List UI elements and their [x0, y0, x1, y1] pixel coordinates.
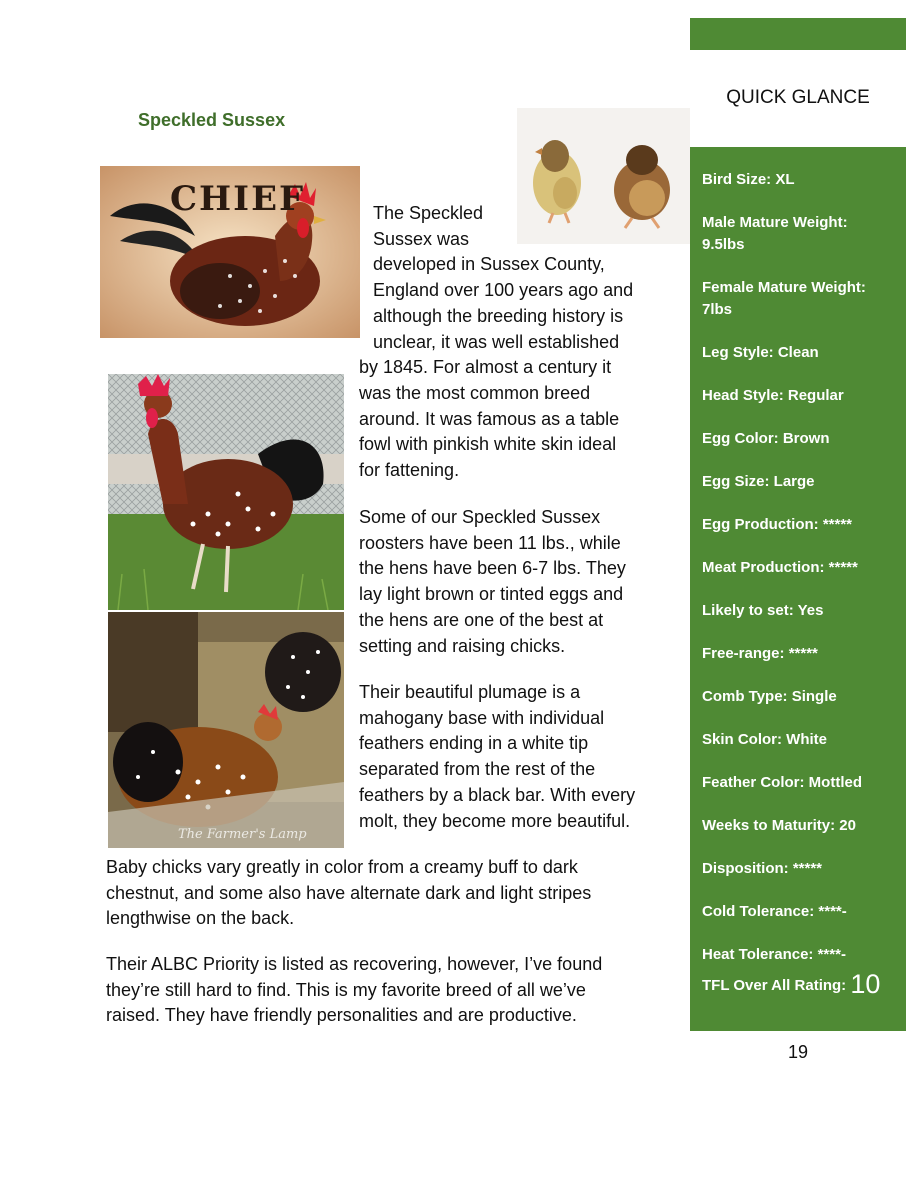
qg-egg-color: Egg Color: Brown: [702, 430, 830, 447]
qg-bird-size: Bird Size: XL: [702, 171, 795, 188]
qg-overall-rating-label: TFL Over All Rating:: [702, 977, 851, 994]
qg-feather-color: Feather Color: Mottled: [702, 774, 862, 791]
qg-skin-color: Skin Color: White: [702, 731, 827, 748]
text-line: The Speckled: [373, 203, 484, 223]
text-line: Baby chicks vary greatly in color from a creamy buff to dark: [106, 857, 578, 877]
quick-glance-panel: [690, 147, 906, 1031]
text-line: lengthwise on the back.: [106, 908, 295, 929]
page-title: Speckled Sussex: [138, 110, 286, 130]
qg-head-style: Head Style: Regular: [702, 387, 844, 404]
qg-heat-tolerance: Heat Tolerance: ****-: [702, 946, 846, 963]
text-line: raised. They have friendly personalities and are productive.: [106, 1005, 577, 1026]
text-line: fowl with pinkish white skin ideal: [359, 434, 617, 455]
text-line: England over 100 years ago and: [373, 280, 634, 301]
qg-likely-to-set: Likely to set: Yes: [702, 602, 824, 619]
qg-weeks-to-maturity: Weeks to Maturity: 20: [702, 817, 856, 834]
text-line: lay light brown or tinted eggs and: [359, 584, 624, 605]
qg-egg-production: Egg Production: *****: [702, 516, 853, 533]
header-accent-bar: [690, 18, 906, 50]
qg-overall-rating: [702, 969, 900, 999]
qg-overall-rating-value: 10: [850, 969, 881, 999]
text-line: chestnut, and some also have alternate dark and light stripes: [106, 882, 592, 903]
text-line: feathers by a black bar. With every: [359, 784, 636, 805]
paragraph-albc-priority: [106, 952, 686, 1029]
paragraph-weights: [359, 505, 689, 659]
text-line: unclear, it was well established: [373, 331, 620, 352]
text-line: molt, they become more beautiful.: [359, 810, 631, 831]
text-line: around. It was famous as a table: [359, 408, 620, 429]
text-line: Sussex was: [373, 228, 470, 249]
text-line: separated from the rest of the: [359, 759, 596, 780]
text-line: Some of our Speckled Sussex: [359, 507, 601, 527]
text-line: feathers ending in a white tip: [359, 733, 589, 754]
qg-male-weight-label: Male Mature Weight:: [702, 214, 848, 231]
image-watermark: The Farmer's Lamp: [178, 827, 307, 842]
paragraph-chicks: [106, 855, 686, 932]
chief-label: CHIEF: [170, 179, 306, 219]
qg-female-weight-label: Female Mature Weight:: [702, 279, 866, 296]
paragraph-plumage: [359, 680, 689, 834]
qg-egg-size: Egg Size: Large: [702, 473, 815, 490]
page-number: 19: [787, 1042, 809, 1062]
text-line: the hens have been 6-7 lbs. They: [359, 558, 626, 579]
qg-male-weight-value: 9.5lbs: [702, 236, 745, 253]
qg-free-range: Free-range: *****: [702, 645, 818, 662]
text-line: setting and raising chicks.: [359, 635, 566, 656]
text-line: Their ALBC Priority is listed as recovering, however, I’ve found: [106, 954, 603, 974]
qg-comb-type: Comb Type: Single: [702, 688, 837, 705]
paragraph-intro: [0, 201, 680, 491]
text-line: they’re still hard to find. This is my favorite breed of all we’ve: [106, 979, 586, 1000]
qg-leg-style: Leg Style: Clean: [702, 344, 819, 361]
text-line: although the breeding history is: [373, 305, 624, 326]
text-line: mahogany base with individual: [359, 707, 605, 728]
quick-glance-title: QUICK GLANCE: [726, 87, 870, 108]
qg-female-weight-value: 7lbs: [702, 301, 733, 318]
text-line: roosters have been 11 lbs., while: [359, 532, 621, 553]
text-line: was the most common breed: [359, 382, 591, 403]
text-line: for fattening.: [359, 460, 460, 480]
qg-disposition: Disposition: *****: [702, 860, 823, 877]
text-line: the hens are one of the best at: [359, 609, 604, 630]
text-line: developed in Sussex County,: [373, 254, 605, 275]
hens-yard-image: [108, 612, 344, 848]
text-line: by 1845. For almost a century it: [359, 357, 612, 378]
qg-meat-production: Meat Production: *****: [702, 559, 858, 576]
qg-cold-tolerance: Cold Tolerance: ****-: [702, 903, 847, 920]
text-line: Their beautiful plumage is a: [359, 682, 581, 702]
